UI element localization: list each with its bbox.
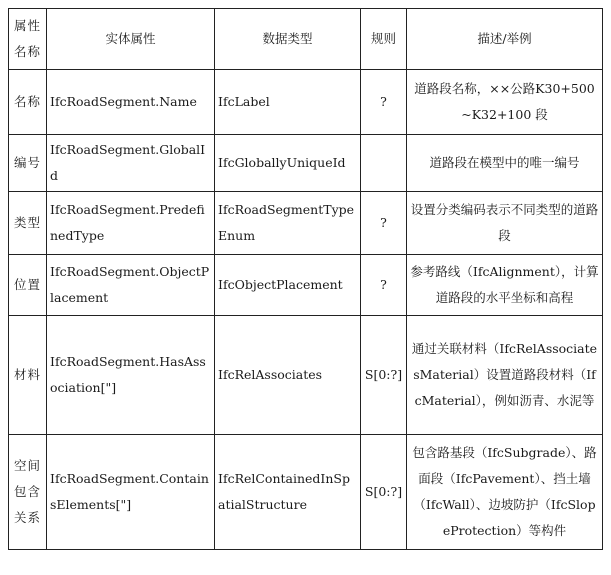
table-header-row — [9, 9, 603, 70]
cell-rule: S[0:?] — [361, 435, 407, 550]
cell-rule — [361, 135, 407, 192]
cell-rule: ? — [361, 255, 407, 316]
cell-entity-attribute: IfcRoadSegment.HasAssociation["] — [47, 316, 215, 435]
cell-rule: S[0:?] — [361, 316, 407, 435]
header-data-type: 数据类型 — [215, 9, 361, 70]
cell-description: 参考路线（IfcAlignment），计算道路段的水平坐标和高程 — [407, 255, 603, 316]
cell-attribute-name: 名称 — [9, 70, 47, 135]
cell-description: 包含路基段（IfcSubgrade）、路面段（IfcPavement）、挡土墙（IfcWall）、边坡防护（IfcSlopeProtection）等构件 — [407, 435, 603, 550]
header-entity-attribute: 实体属性 — [47, 9, 215, 70]
table-row — [9, 316, 603, 435]
cell-attribute-name: 位置 — [9, 255, 47, 316]
cell-attribute-name: 空间包含关系 — [9, 435, 47, 550]
table-row — [9, 135, 603, 192]
cell-entity-attribute: IfcRoadSegment.Name — [47, 70, 215, 135]
header-rule: 规则 — [361, 9, 407, 70]
table-row — [9, 435, 603, 550]
cell-data-type: IfcRelAssociates — [215, 316, 361, 435]
cell-entity-attribute: IfcRoadSegment.ContainsElements["] — [47, 435, 215, 550]
cell-description: 通过关联材料（IfcRelAssociatesMaterial）设置道路段材料（IfcMaterial），例如沥青、水泥等 — [407, 316, 603, 435]
cell-description: 道路段在模型中的唯一编号 — [407, 135, 603, 192]
cell-attribute-name: 类型 — [9, 192, 47, 255]
cell-description: 设置分类编码表示不同类型的道路段 — [407, 192, 603, 255]
cell-entity-attribute: IfcRoadSegment.GlobalId — [47, 135, 215, 192]
header-attribute-name: 属性名称 — [9, 9, 47, 70]
header-description: 描述/举例 — [407, 9, 603, 70]
table-row — [9, 255, 603, 316]
cell-data-type: IfcRelContainedInSpatialStructure — [215, 435, 361, 550]
cell-data-type: IfcGloballyUniqueId — [215, 135, 361, 192]
cell-attribute-name: 编号 — [9, 135, 47, 192]
attribute-table-container — [8, 8, 603, 550]
cell-entity-attribute: IfcRoadSegment.PredefinedType — [47, 192, 215, 255]
cell-data-type: IfcObjectPlacement — [215, 255, 361, 316]
cell-rule: ? — [361, 192, 407, 255]
cell-rule: ? — [361, 70, 407, 135]
cell-attribute-name: 材料 — [9, 316, 47, 435]
table-row — [9, 192, 603, 255]
cell-data-type: IfcRoadSegmentTypeEnum — [215, 192, 361, 255]
cell-data-type: IfcLabel — [215, 70, 361, 135]
road-segment-attribute-table — [8, 8, 603, 550]
cell-entity-attribute: IfcRoadSegment.ObjectPlacement — [47, 255, 215, 316]
cell-description: 道路段名称，××公路K30+500~K32+100 段 — [407, 70, 603, 135]
table-row — [9, 70, 603, 135]
